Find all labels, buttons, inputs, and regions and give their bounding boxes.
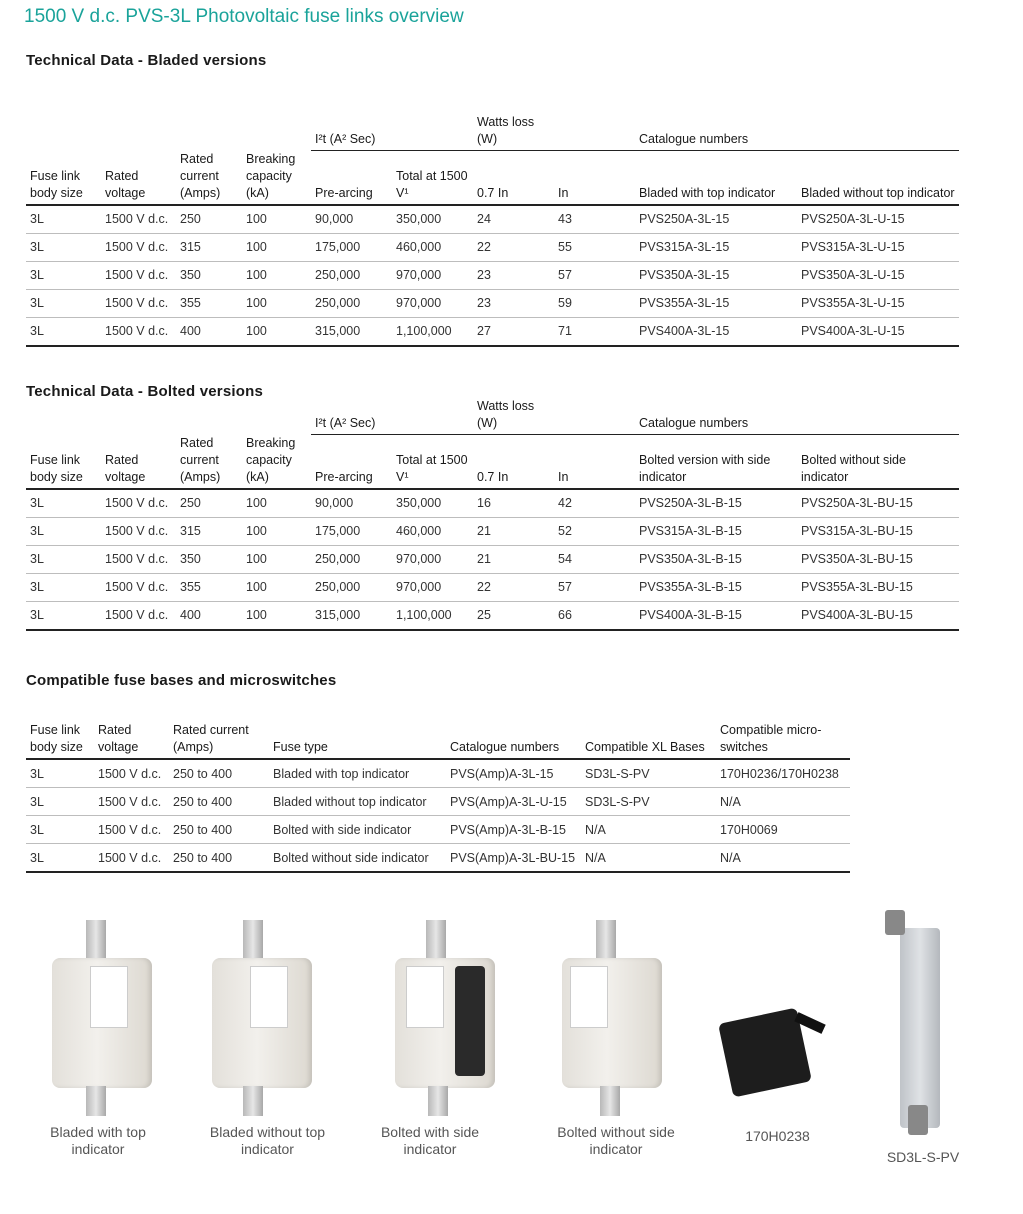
col-cat: Catalogue numbers xyxy=(446,722,581,759)
table-cell: SD3L-S-PV xyxy=(581,788,716,816)
table-row xyxy=(26,289,959,317)
table-cell: 1500 V d.c. xyxy=(101,289,176,317)
bolted-heading: Technical Data - Bolted versions xyxy=(26,383,264,400)
col-in: In xyxy=(554,435,635,489)
table-cell: 175,000 xyxy=(311,517,392,545)
col-07in: 0.7 In xyxy=(473,435,554,489)
bladed-table xyxy=(26,114,959,347)
table-cell: 100 xyxy=(242,289,311,317)
table-cell: 970,000 xyxy=(392,545,473,573)
table-cell: PVS355A-3L-15 xyxy=(635,289,797,317)
table-cell: PVS315A-3L-15 xyxy=(635,233,797,261)
product-label-bolted-side: Bolted with side indicator xyxy=(380,1124,480,1157)
table-cell: PVS250A-3L-BU-15 xyxy=(797,489,959,518)
table-cell: 23 xyxy=(473,289,554,317)
table-cell: 250 xyxy=(176,205,242,234)
table-row xyxy=(26,573,959,601)
table-cell: 1500 V d.c. xyxy=(94,759,169,788)
col-type: Fuse type xyxy=(269,722,446,759)
col-size: Fuse link body size xyxy=(26,435,101,489)
table-cell: 3L xyxy=(26,545,101,573)
table-cell: 250,000 xyxy=(311,545,392,573)
product-label-base: SD3L-S-PV xyxy=(886,1149,960,1165)
table-cell: 1500 V d.c. xyxy=(94,788,169,816)
table-cell: 90,000 xyxy=(311,205,392,234)
table-cell: 71 xyxy=(554,317,635,346)
bolted-cat-header: Catalogue numbers xyxy=(639,416,749,430)
table-row xyxy=(26,489,959,518)
col-size: Fuse link body size xyxy=(26,722,94,759)
table-row xyxy=(26,759,850,788)
table-cell: 43 xyxy=(554,205,635,234)
col-cat1: Bolted version with side indicator xyxy=(635,435,797,489)
table-row xyxy=(26,261,959,289)
table-cell: 1500 V d.c. xyxy=(94,844,169,873)
table-cell: PVS(Amp)A-3L-B-15 xyxy=(446,816,581,844)
table-cell: 100 xyxy=(242,517,311,545)
table-cell: 54 xyxy=(554,545,635,573)
product-label-bladed-top: Bladed with top indicator xyxy=(50,1124,146,1157)
col-in: In xyxy=(554,151,635,205)
table-cell: PVS400A-3L-B-15 xyxy=(635,601,797,630)
product-label-microswitch: 170H0238 xyxy=(745,1128,810,1144)
col-total: Total at 1500 V¹ xyxy=(392,435,473,489)
bladed-watts-header: Watts loss xyxy=(477,115,535,129)
col-current: Rated current (Amps) xyxy=(176,151,242,205)
table-cell: 100 xyxy=(242,573,311,601)
table-cell: 3L xyxy=(26,788,94,816)
table-cell: 1,100,000 xyxy=(392,317,473,346)
col-cat2: Bolted without side indicator xyxy=(797,435,959,489)
table-cell: 400 xyxy=(176,601,242,630)
table-cell: 52 xyxy=(554,517,635,545)
table-cell: 100 xyxy=(242,233,311,261)
table-cell: 3L xyxy=(26,759,94,788)
table-cell: 350 xyxy=(176,261,242,289)
table-cell: 3L xyxy=(26,844,94,873)
table-cell: N/A xyxy=(581,844,716,873)
table-cell: 16 xyxy=(473,489,554,518)
table-cell: 3L xyxy=(26,489,101,518)
table-cell: 350,000 xyxy=(392,489,473,518)
table-cell: PVS350A-3L-15 xyxy=(635,261,797,289)
table-cell: N/A xyxy=(581,816,716,844)
table-cell: 970,000 xyxy=(392,261,473,289)
table-cell: 3L xyxy=(26,205,101,234)
table-cell: 57 xyxy=(554,261,635,289)
product-label-bladed-no-top: Bladed without top indicator xyxy=(209,1124,326,1157)
product-gallery xyxy=(0,900,1023,1200)
table-cell: PVS355A-3L-U-15 xyxy=(797,289,959,317)
product-label-bolted-no-side: Bolted without side indicator xyxy=(557,1124,675,1157)
compat-heading: Compatible fuse bases and microswitches xyxy=(26,672,337,689)
table-row xyxy=(26,517,959,545)
table-cell: PVS350A-3L-U-15 xyxy=(797,261,959,289)
table-cell: PVS315A-3L-BU-15 xyxy=(797,517,959,545)
table-cell: 175,000 xyxy=(311,233,392,261)
table-cell: 100 xyxy=(242,545,311,573)
bolted-table xyxy=(26,398,959,631)
table-cell: 1500 V d.c. xyxy=(101,205,176,234)
table-cell: 3L xyxy=(26,816,94,844)
table-cell: 1500 V d.c. xyxy=(101,517,176,545)
table-cell: 460,000 xyxy=(392,517,473,545)
table-row xyxy=(26,788,850,816)
table-cell: 100 xyxy=(242,489,311,518)
table-cell: 27 xyxy=(473,317,554,346)
table-cell: 100 xyxy=(242,205,311,234)
table-cell: 42 xyxy=(554,489,635,518)
table-cell: PVS400A-3L-BU-15 xyxy=(797,601,959,630)
col-07in: 0.7 In xyxy=(473,151,554,205)
table-cell: 315,000 xyxy=(311,317,392,346)
table-cell: SD3L-S-PV xyxy=(581,759,716,788)
table-cell: PVS(Amp)A-3L-15 xyxy=(446,759,581,788)
col-total: Total at 1500 V¹ xyxy=(392,151,473,205)
table-row xyxy=(26,816,850,844)
table-cell: 1,100,000 xyxy=(392,601,473,630)
table-cell: 21 xyxy=(473,545,554,573)
table-cell: PVS400A-3L-U-15 xyxy=(797,317,959,346)
table-cell: PVS400A-3L-15 xyxy=(635,317,797,346)
table-cell: 1500 V d.c. xyxy=(101,489,176,518)
table-cell: 22 xyxy=(473,573,554,601)
table-cell: 1500 V d.c. xyxy=(101,261,176,289)
bladed-heading: Technical Data - Bladed versions xyxy=(26,52,267,69)
table-cell: PVS(Amp)A-3L-BU-15 xyxy=(446,844,581,873)
table-row xyxy=(26,601,959,630)
table-cell: 355 xyxy=(176,289,242,317)
table-row xyxy=(26,233,959,261)
table-cell: 315,000 xyxy=(311,601,392,630)
table-cell: 250 to 400 xyxy=(169,788,269,816)
table-cell: 970,000 xyxy=(392,289,473,317)
table-cell: Bolted with side indicator xyxy=(269,816,446,844)
table-cell: 3L xyxy=(26,233,101,261)
col-current: Rated current (Amps) xyxy=(176,435,242,489)
table-cell: 24 xyxy=(473,205,554,234)
col-prearc: Pre-arcing xyxy=(311,151,392,205)
table-cell: 400 xyxy=(176,317,242,346)
table-cell: 1500 V d.c. xyxy=(101,573,176,601)
table-cell: PVS355A-3L-BU-15 xyxy=(797,573,959,601)
table-cell: PVS(Amp)A-3L-U-15 xyxy=(446,788,581,816)
bolted-watts-unit: (W) xyxy=(477,416,498,430)
col-micro: Compatible micro-switches xyxy=(716,722,850,759)
table-cell: 3L xyxy=(26,317,101,346)
table-cell: 250 to 400 xyxy=(169,844,269,873)
table-cell: 315 xyxy=(176,233,242,261)
col-prearc: Pre-arcing xyxy=(311,435,392,489)
table-cell: 3L xyxy=(26,261,101,289)
table-cell: 1500 V d.c. xyxy=(101,545,176,573)
col-cat2: Bladed without top indicator xyxy=(797,151,959,205)
table-cell: Bolted without side indicator xyxy=(269,844,446,873)
col-cat1: Bladed with top indicator xyxy=(635,151,797,205)
table-cell: 250 to 400 xyxy=(169,816,269,844)
table-cell: 3L xyxy=(26,601,101,630)
table-row xyxy=(26,317,959,346)
table-cell: 22 xyxy=(473,233,554,261)
table-cell: 250,000 xyxy=(311,573,392,601)
table-cell: PVS315A-3L-B-15 xyxy=(635,517,797,545)
col-voltage: Rated voltage xyxy=(94,722,169,759)
table-cell: 3L xyxy=(26,289,101,317)
table-cell: 1500 V d.c. xyxy=(101,601,176,630)
bolted-i2t-header: I²t (A² Sec) xyxy=(315,416,376,430)
col-breaking: Breaking capacity (kA) xyxy=(242,151,311,205)
bladed-watts-unit: (W) xyxy=(477,132,498,146)
table-cell: PVS350A-3L-B-15 xyxy=(635,545,797,573)
col-breaking: Breaking capacity (kA) xyxy=(242,435,311,489)
table-cell: 100 xyxy=(242,261,311,289)
bladed-cat-header: Catalogue numbers xyxy=(639,132,749,146)
table-cell: PVS355A-3L-B-15 xyxy=(635,573,797,601)
col-current: Rated current (Amps) xyxy=(169,722,269,759)
table-cell: Bladed with top indicator xyxy=(269,759,446,788)
table-row xyxy=(26,844,850,873)
table-cell: 1500 V d.c. xyxy=(94,816,169,844)
bladed-i2t-header: I²t (A² Sec) xyxy=(315,132,376,146)
table-cell: 250,000 xyxy=(311,261,392,289)
table-cell: 21 xyxy=(473,517,554,545)
table-cell: PVS250A-3L-15 xyxy=(635,205,797,234)
table-cell: 170H0236/170H0238 xyxy=(716,759,850,788)
table-cell: 970,000 xyxy=(392,573,473,601)
table-cell: 3L xyxy=(26,517,101,545)
table-cell: 1500 V d.c. xyxy=(101,233,176,261)
table-cell: 66 xyxy=(554,601,635,630)
table-cell: PVS350A-3L-BU-15 xyxy=(797,545,959,573)
table-cell: 250,000 xyxy=(311,289,392,317)
table-cell: 59 xyxy=(554,289,635,317)
compat-table xyxy=(26,722,850,873)
table-cell: 57 xyxy=(554,573,635,601)
table-cell: Bladed without top indicator xyxy=(269,788,446,816)
table-cell: PVS250A-3L-B-15 xyxy=(635,489,797,518)
table-cell: N/A xyxy=(716,788,850,816)
table-cell: PVS250A-3L-U-15 xyxy=(797,205,959,234)
col-voltage: Rated voltage xyxy=(101,151,176,205)
table-cell: PVS315A-3L-U-15 xyxy=(797,233,959,261)
table-cell: 350,000 xyxy=(392,205,473,234)
table-cell: 100 xyxy=(242,601,311,630)
bolted-watts-header: Watts loss xyxy=(477,399,535,413)
table-row xyxy=(26,545,959,573)
table-cell: 315 xyxy=(176,517,242,545)
table-cell: 1500 V d.c. xyxy=(101,317,176,346)
table-cell: 250 to 400 xyxy=(169,759,269,788)
page-title: 1500 V d.c. PVS-3L Photovoltaic fuse links overview xyxy=(24,6,464,27)
table-cell: 355 xyxy=(176,573,242,601)
table-cell: 250 xyxy=(176,489,242,518)
table-cell: 350 xyxy=(176,545,242,573)
table-cell: 55 xyxy=(554,233,635,261)
table-cell: 25 xyxy=(473,601,554,630)
col-size: Fuse link body size xyxy=(26,151,101,205)
table-cell: N/A xyxy=(716,844,850,873)
table-cell: 90,000 xyxy=(311,489,392,518)
table-row xyxy=(26,205,959,234)
table-cell: 3L xyxy=(26,573,101,601)
col-bases: Compatible XL Bases xyxy=(581,722,716,759)
col-voltage: Rated voltage xyxy=(101,435,176,489)
table-cell: 170H0069 xyxy=(716,816,850,844)
table-cell: 460,000 xyxy=(392,233,473,261)
table-cell: 23 xyxy=(473,261,554,289)
table-cell: 100 xyxy=(242,317,311,346)
